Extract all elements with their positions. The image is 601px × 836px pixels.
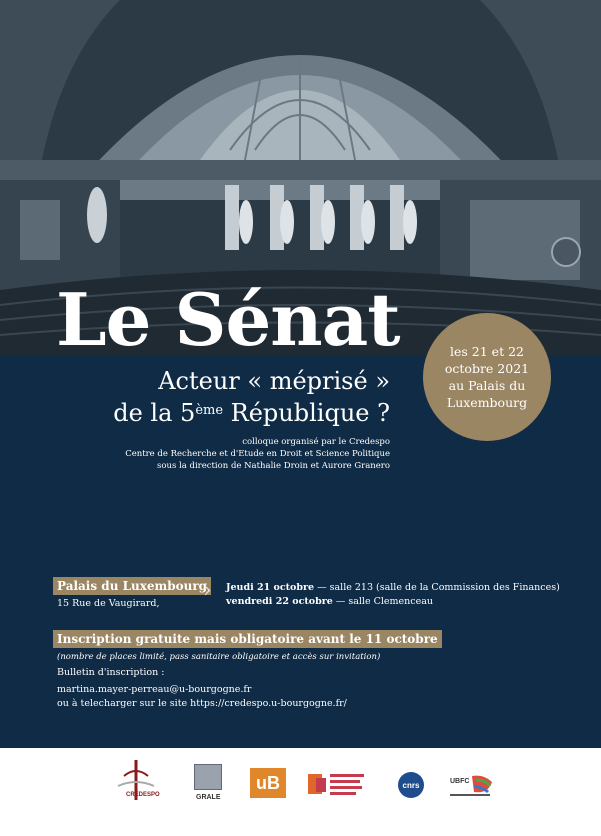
partner-logos-footer bbox=[0, 748, 601, 836]
subtitle-line-2-sup: ème bbox=[195, 403, 224, 418]
subtitle-line-2-post: République ? bbox=[223, 399, 390, 427]
credespo-label: CREDESPO bbox=[126, 792, 160, 798]
organizer-line-2: Centre de Recherche et d'Etude en Droit et Science Politique bbox=[125, 449, 390, 459]
ub-label: uB bbox=[256, 772, 280, 793]
schedule-day-1 bbox=[226, 581, 560, 594]
cnrs-logo bbox=[398, 772, 424, 798]
schedule-day-2 bbox=[226, 595, 433, 608]
grale-mark-icon bbox=[194, 764, 222, 790]
download-link[interactable]: ou à telecharger sur le site https://credespo.u-bourgogne.fr/ bbox=[57, 698, 347, 709]
grale-label: GRALE bbox=[196, 794, 221, 801]
schedule-day-2-detail: — salle Clemenceau bbox=[332, 596, 433, 607]
date-badge bbox=[423, 313, 551, 441]
maison-sciences-logo bbox=[308, 770, 364, 798]
cnrs-label: cnrs bbox=[402, 780, 420, 790]
credespo-logo bbox=[108, 756, 164, 804]
schedule-day-2-label: vendredi 22 octobre bbox=[226, 596, 333, 607]
ubfc-logo bbox=[448, 772, 498, 800]
date-badge-line-4: Luxembourg bbox=[446, 395, 528, 410]
schedule-day-1-detail: — salle 213 (salle de la Commission des Finances) bbox=[314, 582, 560, 593]
contact-email-link[interactable]: martina.mayer-perreau@u-bourgogne.fr bbox=[57, 684, 252, 695]
inscription-heading-tag: Inscription gratuite mais obligatoire avant le 11 octobre bbox=[53, 630, 442, 648]
ubfc-mark-icon bbox=[448, 772, 498, 800]
subtitle-line-2 bbox=[113, 398, 390, 428]
poster-title: Le Sénat bbox=[56, 277, 400, 362]
date-badge-line-3: au Palais du bbox=[448, 378, 526, 393]
organizer-line-3: sous la direction de Nathalie Droin et Aurore Granero bbox=[157, 461, 390, 471]
venue-name-tag: Palais du Luxembourg bbox=[53, 577, 211, 595]
date-badge-line-2: octobre 2021 bbox=[444, 361, 530, 376]
maison-sciences-mark-icon bbox=[308, 770, 364, 798]
bulletin-label: Bulletin d'inscription : bbox=[57, 667, 165, 678]
venue-address: 15 Rue de Vaugirard, bbox=[57, 598, 160, 609]
date-badge-line-1: les 21 et 22 bbox=[450, 344, 524, 359]
subtitle-line-1: Acteur « méprisé » bbox=[158, 367, 390, 395]
schedule-day-1-label: Jeudi 21 octobre bbox=[226, 582, 315, 593]
grale-logo bbox=[194, 764, 224, 804]
ub-logo bbox=[250, 768, 286, 798]
inscription-note: (nombre de places limité, pass sanitaire obligatoire et accès sur invitation) bbox=[57, 652, 381, 662]
organizer-line-1: colloque organisé par le Credespo bbox=[242, 437, 390, 447]
ubfc-label: UBFC bbox=[450, 778, 470, 785]
chevron-right-icon: › bbox=[203, 578, 212, 603]
subtitle-line-2-pre: de la 5 bbox=[113, 399, 196, 427]
